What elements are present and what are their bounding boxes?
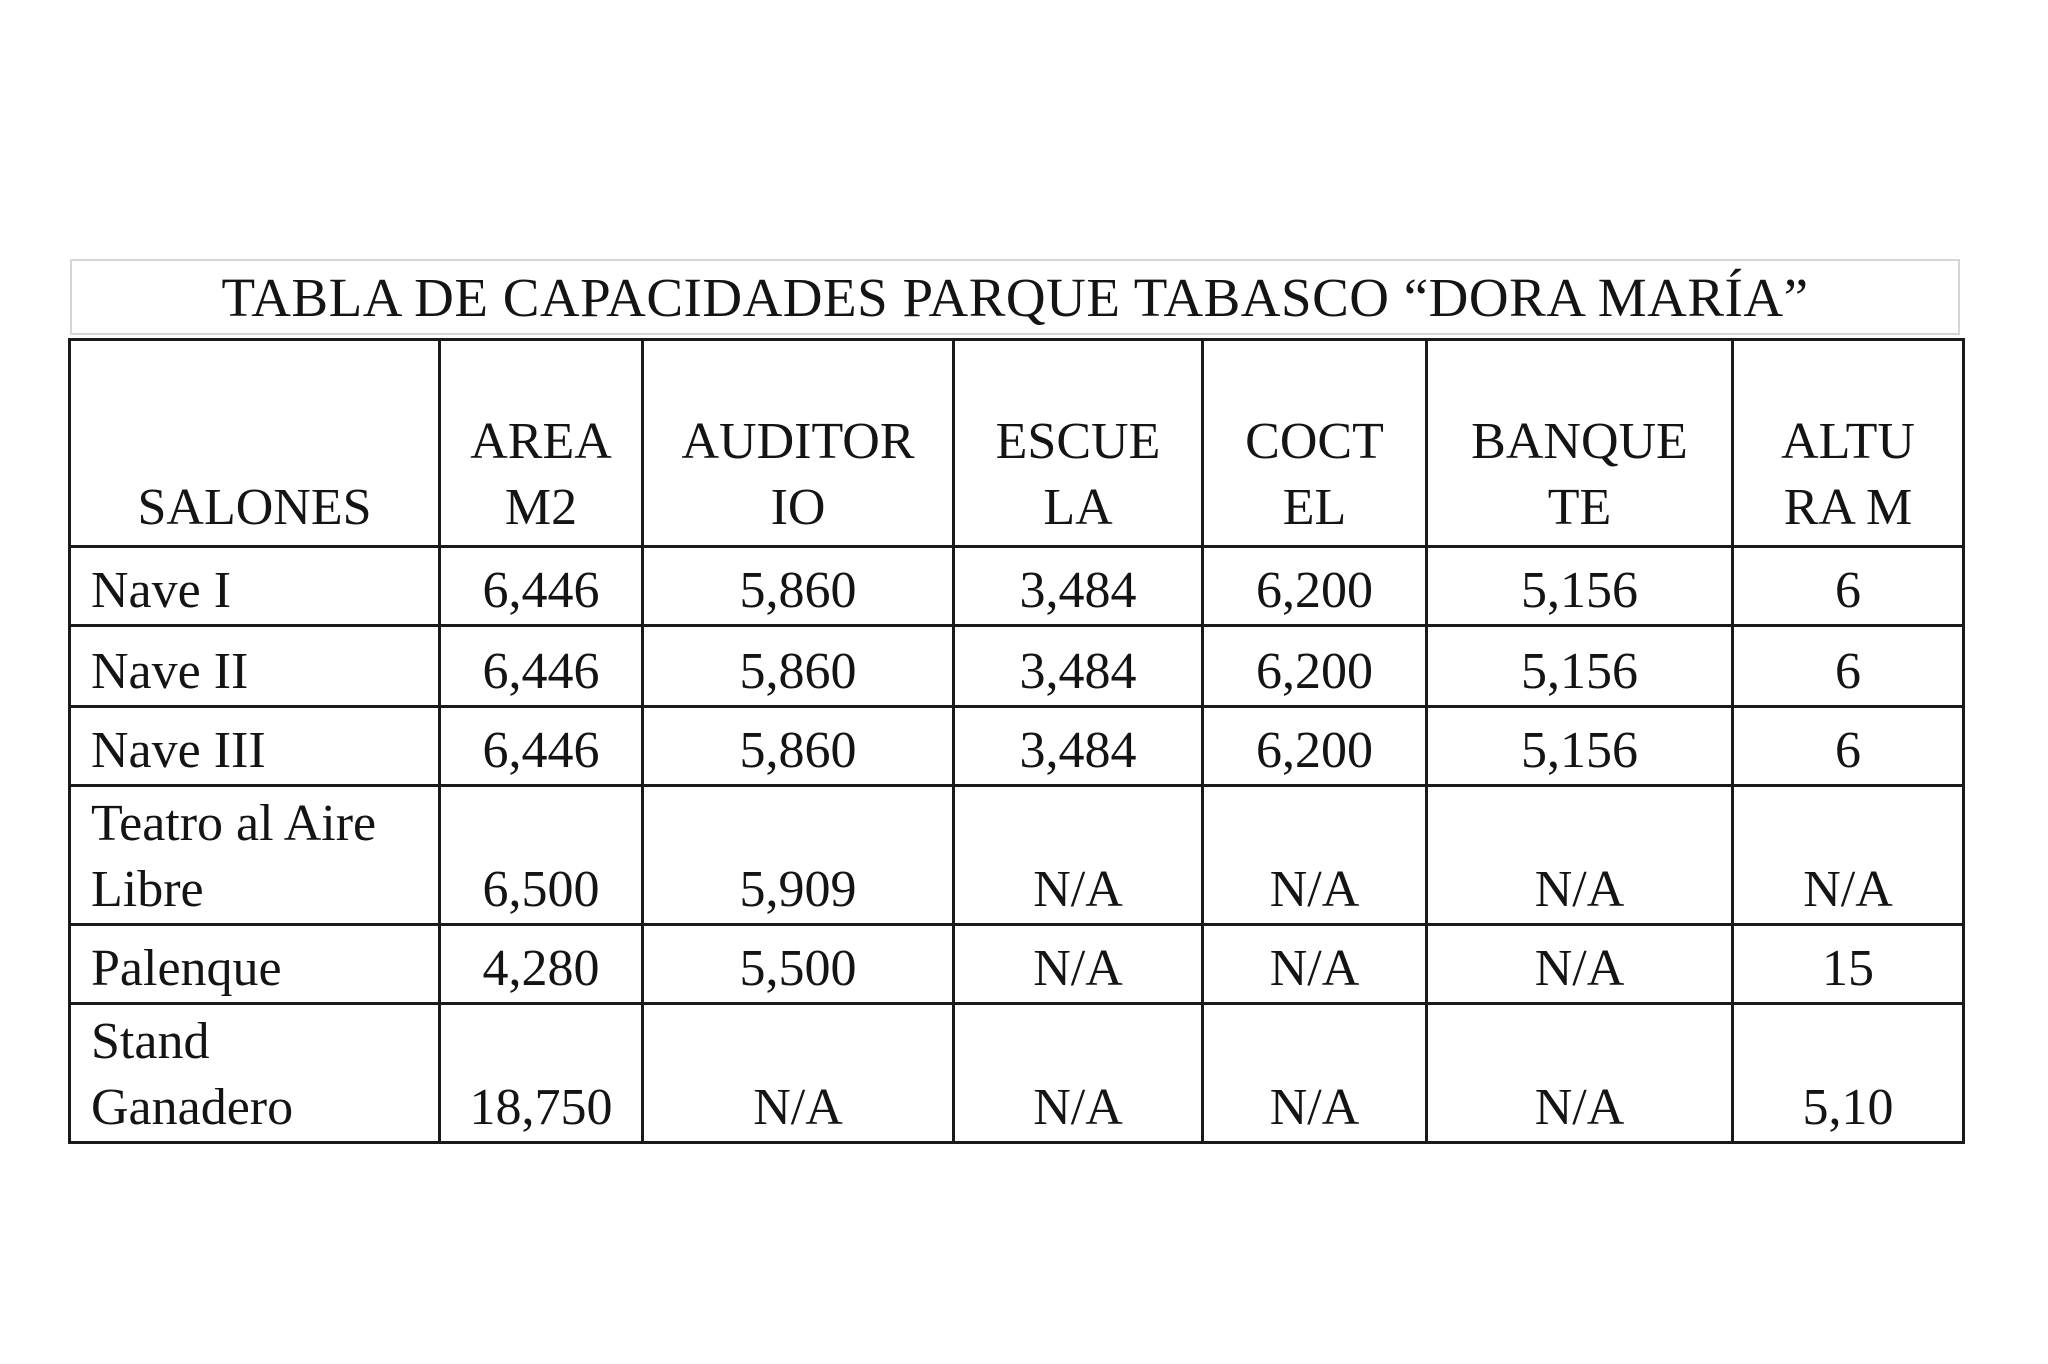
altura-cell: 6: [1733, 547, 1964, 626]
area-cell: 6,446: [440, 626, 643, 707]
header-line: ESCUE: [995, 413, 1161, 470]
header-row: [70, 340, 1964, 547]
coctel-cell: N/A: [1203, 1004, 1427, 1143]
table-row: [70, 707, 1964, 786]
auditorio-cell: 5,500: [643, 925, 954, 1004]
area-cell: 6,500: [440, 786, 643, 925]
salon-name-line: Libre: [91, 861, 204, 918]
salon-name-line: Stand: [91, 1013, 210, 1070]
auditorio-cell: 5,860: [643, 707, 954, 786]
table-row: [70, 786, 1964, 925]
header-line: LA: [1043, 479, 1113, 536]
salon-name-cell: [70, 925, 440, 1004]
salon-name-line: Teatro al Aire: [91, 795, 377, 852]
header-line: AUDITOR: [681, 413, 915, 470]
coctel-cell: N/A: [1203, 925, 1427, 1004]
salon-name-line: Nave II: [91, 643, 249, 700]
salon-name-cell: [70, 1004, 440, 1143]
header-coctel: [1203, 340, 1427, 547]
header-auditorio: [643, 340, 954, 547]
escuela-cell: N/A: [954, 786, 1203, 925]
header-altura: [1733, 340, 1964, 547]
table-row: [70, 626, 1964, 707]
auditorio-cell: 5,909: [643, 786, 954, 925]
coctel-cell: 6,200: [1203, 547, 1427, 626]
header-line: RA M: [1783, 479, 1913, 536]
auditorio-cell: 5,860: [643, 547, 954, 626]
auditorio-cell: 5,860: [643, 626, 954, 707]
banquete-cell: 5,156: [1427, 626, 1733, 707]
altura-cell: 15: [1733, 925, 1964, 1004]
auditorio-cell: N/A: [643, 1004, 954, 1143]
header-line: AREA: [470, 413, 612, 470]
altura-cell: 5,10: [1733, 1004, 1964, 1143]
salon-name-line: Ganadero: [91, 1079, 294, 1136]
salon-name-cell: [70, 786, 440, 925]
area-cell: 4,280: [440, 925, 643, 1004]
banquete-cell: 5,156: [1427, 547, 1733, 626]
table-row: [70, 547, 1964, 626]
capacity-table: [68, 338, 1965, 1144]
escuela-cell: 3,484: [954, 547, 1203, 626]
salon-name-cell: [70, 707, 440, 786]
escuela-cell: 3,484: [954, 626, 1203, 707]
header-line: TE: [1547, 479, 1612, 536]
header-line: EL: [1282, 479, 1347, 536]
header-line: BANQUE: [1471, 413, 1688, 470]
salon-name-line: Nave III: [91, 722, 266, 779]
salon-name-line: Nave I: [91, 562, 232, 619]
escuela-cell: N/A: [954, 925, 1203, 1004]
header-line: M2: [504, 479, 578, 536]
banquete-cell: 5,156: [1427, 707, 1733, 786]
banquete-cell: N/A: [1427, 925, 1733, 1004]
escuela-cell: N/A: [954, 1004, 1203, 1143]
area-cell: 6,446: [440, 707, 643, 786]
table-row: [70, 1004, 1964, 1143]
altura-cell: 6: [1733, 626, 1964, 707]
altura-cell: N/A: [1733, 786, 1964, 925]
salon-name-cell: [70, 626, 440, 707]
coctel-cell: 6,200: [1203, 707, 1427, 786]
header-banquete: [1427, 340, 1733, 547]
coctel-cell: 6,200: [1203, 626, 1427, 707]
altura-cell: 6: [1733, 707, 1964, 786]
banquete-cell: N/A: [1427, 1004, 1733, 1143]
salon-name-line: Palenque: [91, 940, 282, 997]
header-line: SALONES: [137, 479, 372, 536]
header-line: IO: [770, 479, 826, 536]
escuela-cell: 3,484: [954, 707, 1203, 786]
area-cell: 6,446: [440, 547, 643, 626]
coctel-cell: N/A: [1203, 786, 1427, 925]
header-line: ALTU: [1781, 413, 1915, 470]
header-salones: [70, 340, 440, 547]
area-cell: 18,750: [440, 1004, 643, 1143]
header-line: COCT: [1245, 413, 1384, 470]
table-row: [70, 925, 1964, 1004]
header-escuela: [954, 340, 1203, 547]
salon-name-cell: [70, 547, 440, 626]
header-area: [440, 340, 643, 547]
table-title: TABLA DE CAPACIDADES PARQUE TABASCO “DORA MARÍA”: [70, 259, 1960, 335]
banquete-cell: N/A: [1427, 786, 1733, 925]
